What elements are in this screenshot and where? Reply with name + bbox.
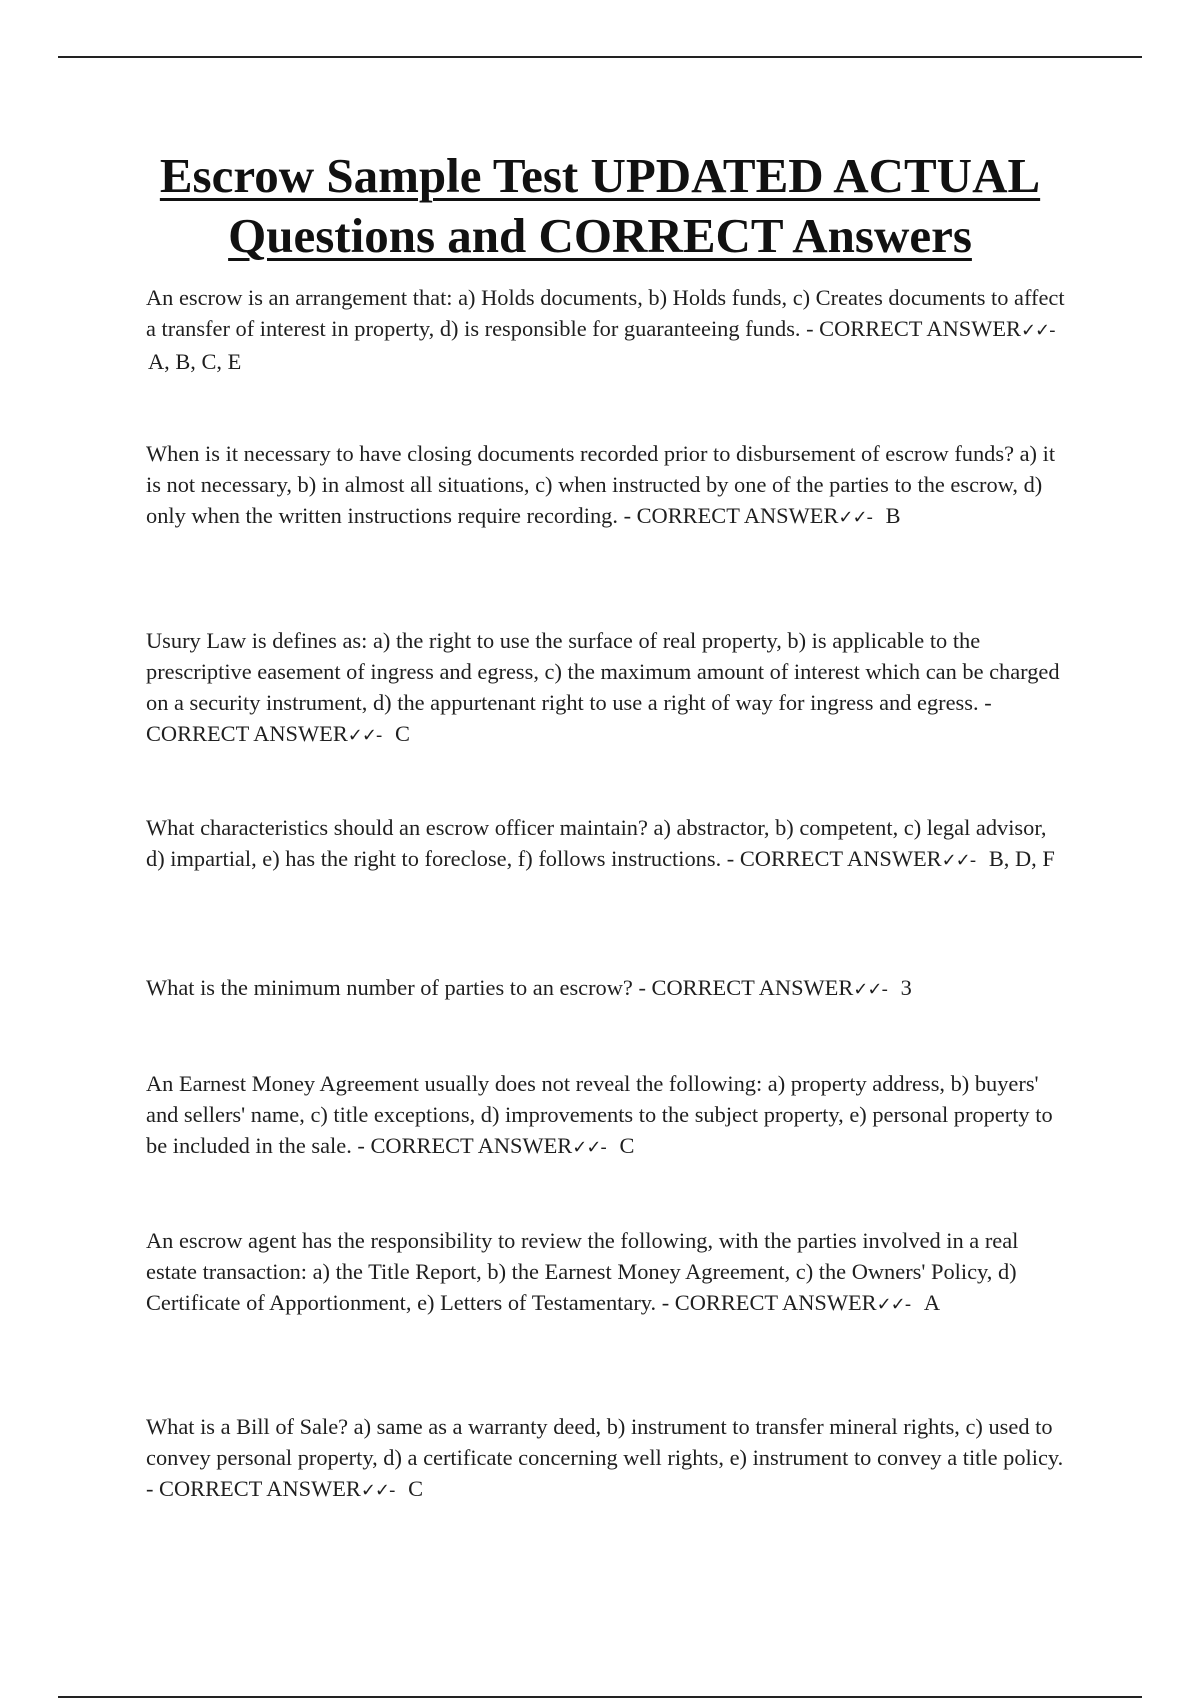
correct-answer-label: - CORRECT ANSWER xyxy=(623,503,839,528)
answer-text: C xyxy=(408,1476,424,1501)
checkmark-icon: ✓✓- xyxy=(1020,320,1055,341)
checkmark-icon: ✓✓- xyxy=(360,1480,395,1501)
correct-answer-label: - CORRECT ANSWER xyxy=(357,1133,573,1158)
title-line-1: Escrow Sample Test UPDATED ACTUAL xyxy=(159,148,1041,203)
answer-text: C xyxy=(619,1133,635,1158)
answer-text: 3 xyxy=(900,975,912,1000)
qa-item-5 xyxy=(146,972,1066,1005)
answer-text: C xyxy=(395,721,410,746)
question-text: An escrow agent has the responsibility to review the following, with the parties involved in a real estate transaction: a) the Title Report, b) the Earnest Money Agreement, c) the Owners' Policy, d) Certificate of Apportionment, e) Letters of Testamentary. xyxy=(146,1228,1019,1315)
checkmark-icon: ✓✓- xyxy=(941,850,976,871)
page-title xyxy=(100,146,1100,266)
question-text: What is the minimum number of parties to an escrow? xyxy=(146,975,633,1000)
qa-item-2 xyxy=(146,438,1066,533)
question-text: What characteristics should an escrow officer maintain? a) abstractor, b) competent, c) legal advisor, d) impartial, e) has the right to foreclose, f) follows instructions. xyxy=(146,815,1047,871)
qa-item-8 xyxy=(146,1411,1066,1506)
correct-answer-label: - CORRECT ANSWER xyxy=(638,975,854,1000)
checkmark-icon: ✓✓- xyxy=(347,725,382,746)
question-text: When is it necessary to have closing documents recorded prior to disbursement of escrow funds? a) it is not necessary, b) in almost all situations, c) when instructed by one of the parties to the escrow, d) only when the written instructions require recording. xyxy=(146,441,1056,528)
checkmark-icon: ✓✓- xyxy=(853,979,887,1000)
bottom-rule xyxy=(58,1696,1142,1698)
checkmark-icon: ✓✓- xyxy=(572,1137,606,1158)
checkmark-icon: ✓✓- xyxy=(876,1294,911,1315)
checkmark-icon: ✓✓- xyxy=(838,507,873,528)
answer-text: A, B, C, E xyxy=(148,349,242,374)
correct-answer-label: - CORRECT ANSWER xyxy=(146,1476,361,1501)
qa-item-6 xyxy=(146,1068,1066,1163)
correct-answer-label: - CORRECT ANSWER xyxy=(806,316,1021,341)
question-text: An escrow is an arrangement that: a) Holds documents, b) Holds funds, c) Creates documents to affect a transfer of interest in property, d) is responsible for guaranteeing funds. xyxy=(146,285,1065,341)
correct-answer-label: - CORRECT ANSWER xyxy=(146,690,992,746)
correct-answer-label: - CORRECT ANSWER xyxy=(726,846,942,871)
answer-text: A xyxy=(923,1290,941,1315)
qa-item-1 xyxy=(146,282,1066,377)
qa-item-3 xyxy=(146,625,1066,751)
top-rule xyxy=(58,56,1142,58)
question-text: Usury Law is defines as: a) the right to use the surface of real property, b) is applicable to the prescriptive easement of ingress and egress, c) the maximum amount of interest which can be charged on a security instrument, d) the appurtenant right to use a right of way for ingress and egress. xyxy=(146,628,1060,715)
qa-item-7 xyxy=(146,1225,1066,1320)
question-text: An Earnest Money Agreement usually does not reveal the following: a) property address, b) buyers' and sellers' name, c) title exceptions, d) improvements to the subject property, e) personal property to be included in the sale. xyxy=(146,1071,1053,1158)
answer-text: B xyxy=(885,503,901,528)
answer-text: B, D, F xyxy=(988,846,1055,871)
qa-item-4 xyxy=(146,812,1066,876)
correct-answer-label: - CORRECT ANSWER xyxy=(661,1290,877,1315)
question-text: What is a Bill of Sale? a) same as a warranty deed, b) instrument to transfer mineral rights, c) used to convey personal property, d) a certificate concerning well rights, e) instrument to convey a title policy. xyxy=(146,1414,1064,1470)
title-line-2: Questions and CORRECT Answers xyxy=(228,208,972,263)
